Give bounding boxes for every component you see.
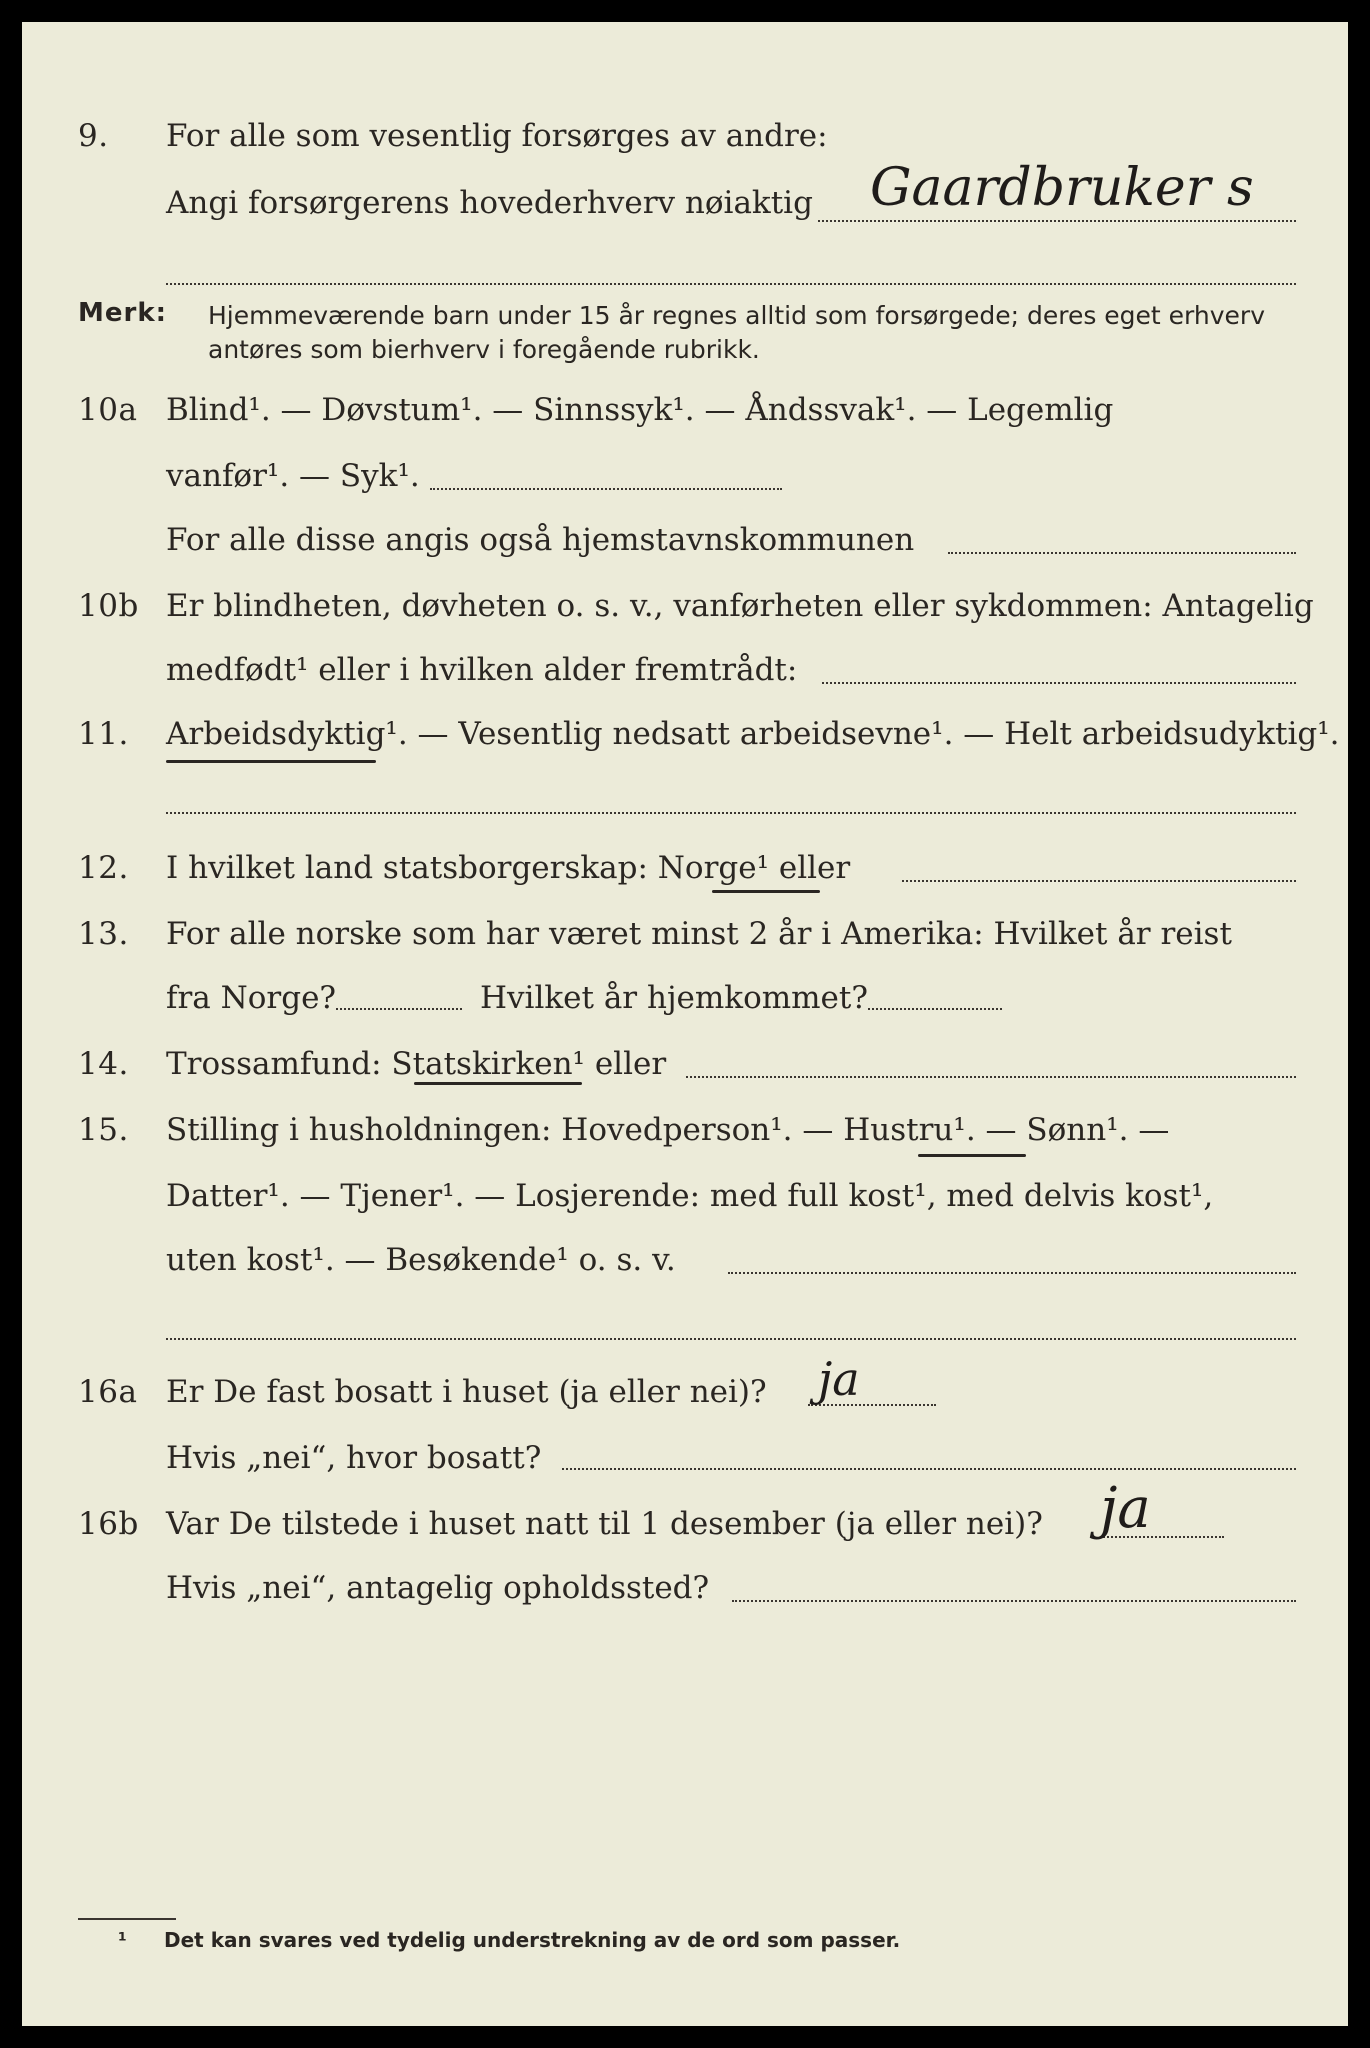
q16b-line2: Hvis „nei“, antagelig opholdssted? [166,1570,710,1606]
q12-number: 12. [78,850,129,886]
q10a-kommune-line [948,552,1296,554]
q15-answer-line [728,1272,1296,1274]
q13-reist-line [336,1008,462,1010]
q16b-line1: Var De tilstede i huset natt til 1 desember (ja eller nei)? [166,1506,1043,1542]
q16a-bosatt-line [562,1468,1296,1470]
q10a-line2: vanfør¹. — Syk¹. [166,458,420,494]
q14-line1: Trossamfund: Statskirken¹ eller [166,1046,667,1082]
q13-line2b: Hvilket år hjemkommet? [480,980,868,1016]
q10a-number: 10a [78,392,138,428]
q11-extra-line [166,812,1296,814]
q10b-number: 10b [78,588,139,624]
footnote-mark: ¹ [118,1928,127,1952]
q14-underline-mark [414,1082,582,1085]
q13-line2a: fra Norge? [166,980,337,1016]
q12-underline-mark [712,890,820,893]
q9-handwritten-answer: Gaardbruker s [870,158,1254,218]
q9-number: 9. [78,118,109,154]
q13-number: 13. [78,916,129,952]
q12-line1: I hvilket land statsborgerskap: Norge¹ eller [166,850,851,886]
q10a-line1: Blind¹. — Døvstum¹. — Sinnssyk¹. — Åndssvak¹. — Legemlig [166,392,1114,428]
q9-line1: For alle som vesentlig forsørges av andre: [166,118,828,154]
q9-answer-line [818,220,1296,222]
merk-line1: Hjemmeværende barn under 15 år regnes alltid som forsørgede; deres eget erhverv [208,301,1265,330]
q14-answer-line [686,1076,1296,1078]
merk-label: Merk: [78,298,168,328]
q9-extra-line [166,283,1296,285]
footnote-text: Det kan svares ved tydelig understrekning av de ord som passer. [164,1928,901,1952]
q15-underline-mark [918,1154,1026,1157]
q9-line2: Angi forsørgerens hovederhverv nøiaktig [166,185,813,221]
q15-line1: Stilling i husholdningen: Hovedperson¹. — Hustru¹. — Sønn¹. — [166,1112,1170,1148]
q16a-handwritten-answer: ja [818,1352,860,1406]
q13-hjemkommet-line [868,1008,1002,1010]
q10b-answer-line [822,682,1296,684]
q10a-line3: For alle disse angis også hjemstavnskommunen [166,522,915,558]
q16b-opholdssted-line [732,1600,1296,1602]
q16a-number: 16a [78,1374,138,1410]
q16b-handwritten-answer: ja [1100,1476,1151,1541]
q15-line3: uten kost¹. — Besøkende¹ o. s. v. [166,1242,676,1278]
footnote-rule [78,1918,176,1920]
q15-line2: Datter¹. — Tjener¹. — Losjerende: med full kost¹, med delvis kost¹, [166,1178,1214,1214]
q10a-syk-line [430,488,782,490]
merk-line2: antøres som bierhverv i foregående rubrikk. [208,335,760,364]
q16b-number: 16b [78,1506,139,1542]
q10b-line2: medfødt¹ eller i hvilken alder fremtrådt: [166,652,798,688]
q13-line1: For alle norske som har været minst 2 år i Amerika: Hvilket år reist [166,916,1232,952]
q11-number: 11. [78,716,129,752]
q12-answer-line [902,880,1296,882]
q15-number: 15. [78,1112,129,1148]
q16a-line2: Hvis „nei“, hvor bosatt? [166,1440,542,1476]
q10b-line1: Er blindheten, døvheten o. s. v., vanførheten eller sykdommen: Antagelig [166,588,1314,624]
q16a-line1: Er De fast bosatt i huset (ja eller nei)? [166,1374,767,1410]
q11-underline-mark [166,760,376,763]
q11-line1: Arbeidsdyktig¹. — Vesentlig nedsatt arbeidsevne¹. — Helt arbeidsudyktig¹. [166,716,1340,752]
q14-number: 14. [78,1046,129,1082]
q15-extra-line [166,1338,1296,1340]
